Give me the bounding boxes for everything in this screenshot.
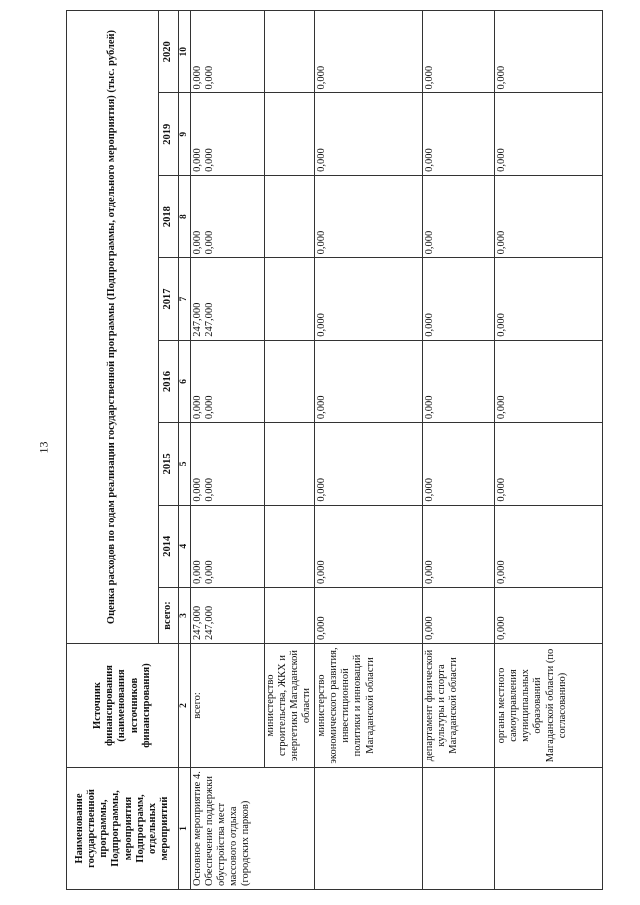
value: 0,000 — [192, 560, 203, 584]
index-cell: 3 — [179, 588, 191, 644]
source-cell: департамент физической культуры и спорта Магаданской области — [423, 644, 495, 768]
index-cell: 1 — [179, 768, 191, 890]
value-cell — [191, 423, 265, 505]
source-cell — [265, 644, 315, 768]
value: 0,000 — [192, 230, 203, 255]
header-source: Источник финансирования (наименования источников финансирования) — [67, 644, 179, 768]
source-cell: министерство экономического развития, инвестиционной политики и инноваций Магаданской области — [315, 644, 423, 768]
header-total: всего: — [159, 588, 179, 644]
value: 0,000 — [192, 477, 203, 502]
value: 0,000 — [204, 395, 216, 420]
value: 0,000 — [495, 505, 603, 587]
value: 0,000 — [192, 395, 203, 420]
value: 0,000 — [204, 65, 216, 90]
index-cell: 5 — [179, 423, 191, 505]
index-cell: 2 — [179, 644, 191, 768]
event-name-cont — [315, 768, 423, 890]
value-cell — [191, 258, 265, 340]
value-total: 0,000 — [423, 588, 495, 644]
value-cell — [191, 11, 265, 93]
value: 0,000 — [204, 148, 216, 172]
header-year: 2016 — [159, 340, 179, 422]
page-number: 13 — [36, 441, 51, 454]
value: 0,000 — [204, 560, 216, 584]
value: 0,000 — [495, 93, 603, 175]
value: 0,000 — [495, 423, 603, 505]
value: 0,000 — [495, 175, 603, 257]
value: 0,000 — [423, 340, 495, 422]
value: 0,000 — [423, 175, 495, 257]
value: 247,000 — [204, 302, 216, 337]
index-cell: 7 — [179, 258, 191, 340]
header-year: 2018 — [159, 175, 179, 257]
index-cell: 9 — [179, 93, 191, 175]
budget-table — [66, 10, 603, 890]
rotated-table-wrapper — [66, 10, 586, 890]
value: 247,000 — [192, 302, 203, 337]
value: 0,000 — [423, 423, 495, 505]
header-year: 2017 — [159, 258, 179, 340]
value-cell — [191, 505, 265, 587]
value-cell — [191, 340, 265, 422]
value: 0,000 — [423, 505, 495, 587]
value: 0,000 — [204, 230, 216, 255]
source-cell — [191, 644, 265, 768]
source-cell: органы местного самоуправления муниципальных образований Магаданской области (по согласованию) — [495, 644, 603, 768]
value: 0,000 — [315, 258, 423, 340]
value: 0,000 — [495, 11, 603, 93]
value-cell — [191, 588, 265, 644]
value: 0,000 — [192, 148, 203, 172]
header-year: 2020 — [159, 11, 179, 93]
value: 0,000 — [315, 93, 423, 175]
event-name-cont — [423, 768, 495, 890]
value: 0,000 — [315, 175, 423, 257]
value: 0,000 — [495, 258, 603, 340]
source-label: министерство строительства, ЖКХ и энергетики Магаданской области — [265, 649, 313, 762]
value: 0,000 — [192, 65, 203, 90]
header-year: 2014 — [159, 505, 179, 587]
value: 0,000 — [315, 11, 423, 93]
value-cell — [191, 175, 265, 257]
value: 0,000 — [495, 340, 603, 422]
header-estimate: Оценка расходов по годам реализации государственной программы (Подпрограммы, отдельного мероприятия) (тыс. рублей) — [67, 11, 159, 644]
event-name-cont — [495, 768, 603, 890]
source-label: всего: — [192, 692, 203, 719]
index-cell: 4 — [179, 505, 191, 587]
value-total: 0,000 — [495, 588, 603, 644]
index-cell: 8 — [179, 175, 191, 257]
value: 0,000 — [315, 423, 423, 505]
event-name: Основное мероприятие 4. Обеспечение поддержки обустройства мест массового отдыха (городских парков) — [191, 768, 315, 890]
header-year: 2019 — [159, 93, 179, 175]
value-total: 0,000 — [315, 588, 423, 644]
value-cell — [191, 93, 265, 175]
value: 0,000 — [423, 11, 495, 93]
index-cell: 10 — [179, 11, 191, 93]
header-name: Наименование государственной программы, Подпрограммы, мероприятия Подпрограмм, отдельных мероприятий — [67, 768, 179, 890]
value: 0,000 — [423, 93, 495, 175]
index-cell: 6 — [179, 340, 191, 422]
value: 0,000 — [204, 477, 216, 502]
value: 0,000 — [315, 340, 423, 422]
value: 0,000 — [423, 258, 495, 340]
value: 0,000 — [315, 505, 423, 587]
value-total: 247,000 — [204, 605, 216, 640]
header-year: 2015 — [159, 423, 179, 505]
value-total: 247,000 — [192, 605, 203, 640]
